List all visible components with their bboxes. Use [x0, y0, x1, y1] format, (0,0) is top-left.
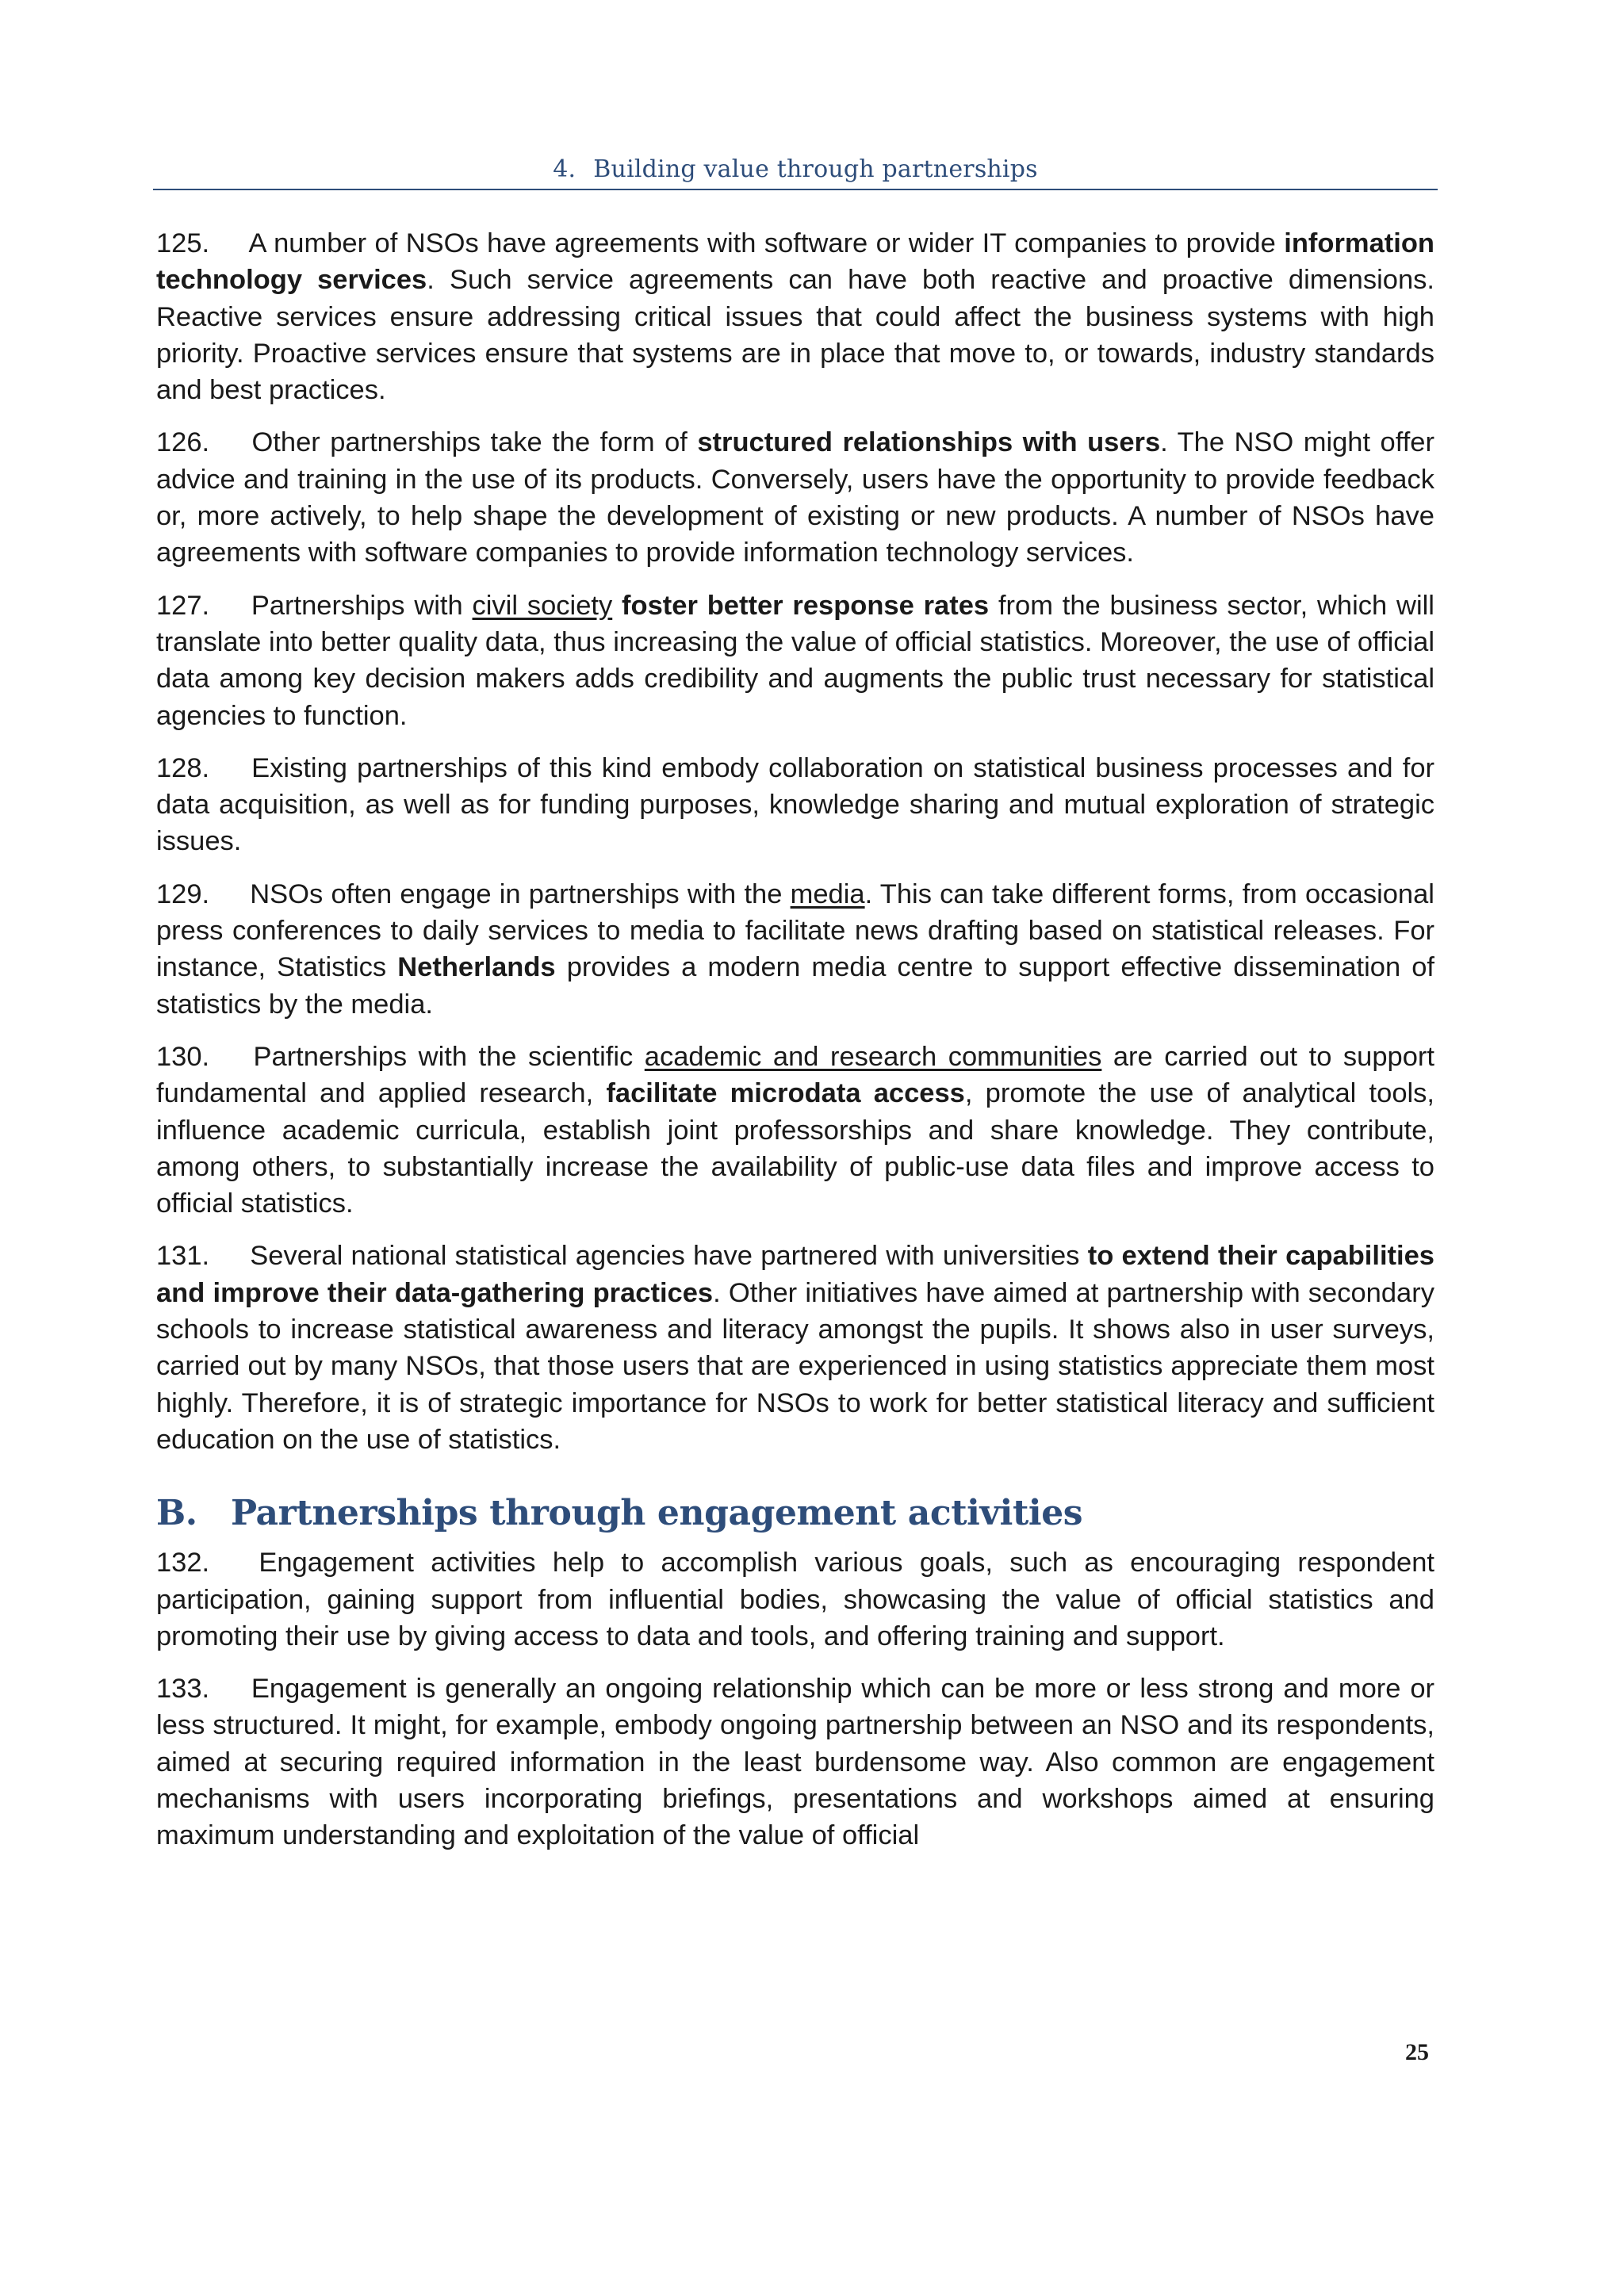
emphasis-text: structured relationships with users [697, 427, 1161, 458]
paragraph-text: . Such service agreements can have both reactive and proactive dimensions. Reactive services ensure addressing critical issues that could affect the business systems with high priority. Proactive services ensure that systems are in place that move to, or towards, industry standards and best practices. [156, 265, 1434, 406]
paragraph-text: Partnerships with the scientific [253, 1041, 634, 1072]
paragraph-text: Partnerships with [251, 590, 463, 621]
emphasis-text: Netherlands [397, 952, 556, 983]
emphasis-text: information technology services [156, 228, 1434, 296]
paragraph-text: . Other initiatives have aimed at partnership with secondary schools to increase statistical awareness and literacy amongst the pupils. It shows also in user surveys, carried out by many NSOs, that those users that are experienced in using statistics appreciate them most highly. Therefore, it is of strategic importance for NSOs to work for better statistical literacy and sufficient education on the use of statistics. [156, 1277, 1434, 1455]
paragraph-text: from the business sector, which will translate into better quality data, thus increasing the value of official statistics. Moreover, the use of official data among key decision makers adds credibility and augments the public trust necessary for statistical agencies to function. [156, 590, 1434, 731]
paragraph-130 [156, 1039, 1434, 1222]
paragraph-number: 131. [156, 1241, 210, 1272]
underlined-term: civil society [472, 590, 613, 621]
section-title: Partnerships through engagement activities [231, 1493, 1083, 1534]
page-number: 25 [1405, 2039, 1429, 2065]
emphasis-text: facilitate microdata access [606, 1078, 965, 1109]
paragraph-126 [156, 424, 1434, 571]
paragraph-131 [156, 1238, 1434, 1458]
paragraph-132 [156, 1544, 1434, 1655]
body-text [156, 225, 1434, 1870]
paragraph-number: 133. [156, 1674, 210, 1705]
paragraph-127 [156, 587, 1434, 734]
paragraph-number: 127. [156, 590, 210, 621]
underlined-term: media [790, 878, 865, 909]
paragraph-text: Other partnerships take the form of [251, 427, 688, 458]
paragraph-number: 130. [156, 1041, 210, 1072]
emphasis-text: to extend their capabilities and improve their data-gathering practices [156, 1241, 1434, 1308]
paragraph-number: 128. [156, 752, 210, 783]
paragraph-128 [156, 750, 1434, 860]
paragraph-number: 125. [156, 228, 210, 258]
section-letter: B. [156, 1493, 197, 1534]
paragraph-text: NSOs often engage in partnerships with the [250, 878, 783, 909]
paragraph-number: 132. [156, 1548, 210, 1578]
paragraph-text: A number of NSOs have agreements with software or wider IT companies to provide [248, 228, 1276, 258]
paragraph-number: 126. [156, 427, 210, 458]
paragraph-text: , promote the use of analytical tools, influence academic curricula, establish joint professorships and share knowledge. They contribute, among others, to substantially increase the availability of public-use data files and improve access to official statistics. [156, 1078, 1435, 1219]
paragraph-text: Engagement is generally an ongoing relationship which can be more or less strong and more or less structured. It might, for example, embody ongoing partnership between an NSO and its respondents, aimed at securing required information in the least burdensome way. Also common are engagement mechanisms with users incorporating briefings, presentations and workshops aimed at ensuring maximum understanding and exploitation of the value of official [156, 1674, 1434, 1851]
paragraph-text: Several national statistical agencies have partnered with universities [250, 1241, 1080, 1272]
paragraph-text: Existing partnerships of this kind embody collaboration on statistical business processes and for data acquisition, as well as for funding purposes, knowledge sharing and mutual exploration of strategic issues. [156, 752, 1434, 857]
paragraph-text: . The NSO might offer advice and training in the use of its products. Conversely, users have the opportunity to provide feedback or, more actively, to help shape the development of existing or new products. A number of NSOs have agreements with software companies to provide information technology services. [156, 427, 1434, 568]
chapter-title: Building value through partnerships [593, 155, 1038, 183]
emphasis-text: foster better response rates [622, 590, 990, 621]
paragraph-129 [156, 876, 1434, 1023]
running-header [153, 155, 1438, 183]
paragraph-number: 129. [156, 878, 210, 909]
paragraph-text: provides a modern media centre to support effective dissemination of statistics by the media. [156, 952, 1434, 1020]
paragraph-text: . This can take different forms, from occasional press conferences to daily services to media to facilitate news drafting based on statistical releases. For instance, Statistics [156, 878, 1434, 983]
paragraph-text: are carried out to support fundamental and applied research, [156, 1041, 1434, 1109]
header-rule [153, 189, 1438, 190]
paragraph-125 [156, 225, 1434, 408]
paragraph-text: Engagement activities help to accomplish various goals, such as encouraging respondent participation, gaining support from influential bodies, showcasing the value of official statistics and promoting their use by giving access to data and tools, and offering training and support. [156, 1548, 1434, 1651]
underlined-term: academic and research communities [644, 1041, 1102, 1072]
paragraph-133 [156, 1670, 1434, 1854]
section-heading [156, 1493, 1434, 1533]
chapter-number: 4. [553, 155, 576, 183]
